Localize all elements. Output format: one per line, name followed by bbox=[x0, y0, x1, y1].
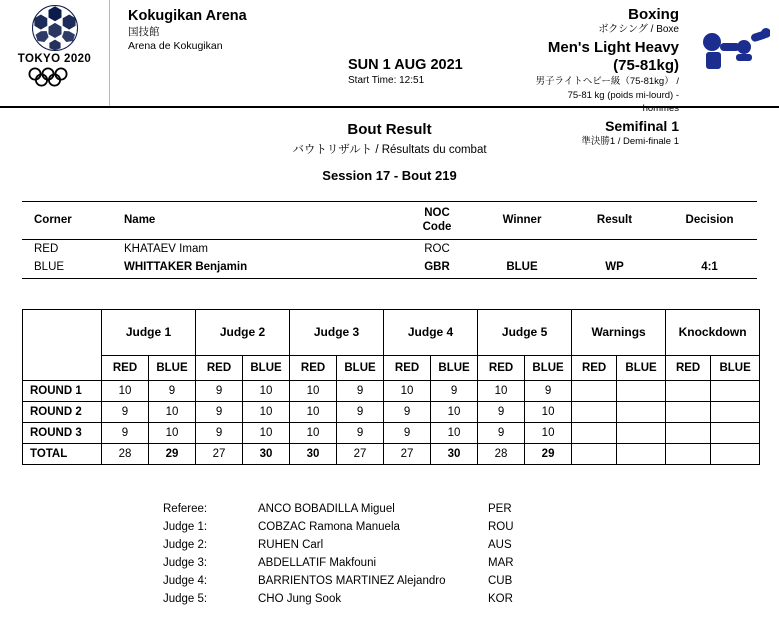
col-header-judge-5: Judge 5 bbox=[478, 309, 572, 355]
list-item bbox=[163, 572, 568, 590]
subcol-j5-blue: BLUE bbox=[525, 355, 572, 380]
cell-j4-blue: 10 bbox=[431, 401, 478, 422]
olympic-logo-box bbox=[0, 0, 110, 106]
row-athlete-name: KHATAEV Imam bbox=[124, 242, 208, 255]
subcol-j2-red: RED bbox=[196, 355, 243, 380]
col-header-corner: Corner bbox=[22, 201, 112, 239]
row-label: ROUND 1 bbox=[23, 380, 102, 401]
venue-block bbox=[110, 0, 330, 106]
cell-j5-red: 28 bbox=[478, 443, 525, 464]
subcol-j3-blue: BLUE bbox=[337, 355, 384, 380]
cell-warnings-blue bbox=[617, 380, 666, 401]
scorecard-section bbox=[22, 309, 757, 465]
subcol-j1-red: RED bbox=[102, 355, 149, 380]
phase-name: Semifinal 1 bbox=[605, 118, 679, 135]
cell-j3-blue: 9 bbox=[337, 422, 384, 443]
date-block bbox=[330, 0, 530, 106]
cell-j1-red: 9 bbox=[102, 401, 149, 422]
subcol-j1-blue: BLUE bbox=[149, 355, 196, 380]
col-header-decision: Decision bbox=[662, 201, 757, 239]
cell-warnings-blue bbox=[617, 422, 666, 443]
cell-knockdown-red bbox=[666, 443, 711, 464]
cell-j1-blue: 10 bbox=[149, 401, 196, 422]
cell-j3-red: 10 bbox=[290, 380, 337, 401]
cell-j5-blue: 29 bbox=[525, 443, 572, 464]
scorecard-table bbox=[22, 309, 760, 465]
cell-j5-red: 9 bbox=[478, 422, 525, 443]
event-name-translations: 男子ライトヘビー級（75-81kg） / 75-81 kg (poids mi-lourd) - hommes bbox=[535, 76, 679, 114]
table-row bbox=[23, 443, 760, 464]
cell-j5-red: 10 bbox=[478, 380, 525, 401]
official-role: Judge 1: bbox=[163, 520, 208, 533]
tokyo-2020-emblem-icon bbox=[31, 4, 79, 52]
subcol-knockdown-blue: BLUE bbox=[711, 355, 760, 380]
official-name: RUHEN Carl bbox=[258, 538, 324, 551]
cell-knockdown-red bbox=[666, 401, 711, 422]
start-time: Start Time: 12:51 bbox=[348, 74, 425, 86]
session-bout-label: Session 17 - Bout 219 bbox=[322, 167, 457, 183]
sport-block bbox=[530, 0, 687, 147]
official-role: Judge 4: bbox=[163, 574, 208, 587]
col-header-noc-line2: Code bbox=[422, 221, 452, 234]
officials-section bbox=[0, 500, 779, 608]
cell-knockdown-blue bbox=[711, 443, 760, 464]
phase-name-translations: 準決勝1 / Demi-finale 1 bbox=[581, 135, 679, 147]
col-header-noc bbox=[397, 201, 477, 239]
table-row bbox=[23, 380, 760, 401]
scorecard-round-spacer bbox=[23, 355, 102, 380]
cell-j1-blue: 10 bbox=[149, 422, 196, 443]
row-result: WP bbox=[567, 258, 662, 279]
boxing-pictogram-icon bbox=[687, 0, 779, 106]
cell-warnings-blue bbox=[617, 401, 666, 422]
cell-j4-red: 9 bbox=[384, 422, 431, 443]
col-header-winner: Winner bbox=[477, 201, 567, 239]
row-decision bbox=[662, 239, 757, 258]
sport-name: Boxing bbox=[628, 6, 679, 23]
subcol-j4-blue: BLUE bbox=[431, 355, 478, 380]
cell-knockdown-blue bbox=[711, 401, 760, 422]
subcol-j3-red: RED bbox=[290, 355, 337, 380]
cell-warnings-blue bbox=[617, 443, 666, 464]
cell-j2-blue: 10 bbox=[243, 380, 290, 401]
official-role: Judge 2: bbox=[163, 538, 208, 551]
list-item bbox=[163, 518, 568, 536]
subcol-warnings-red: RED bbox=[572, 355, 617, 380]
row-corner: BLUE bbox=[22, 258, 112, 279]
row-decision: 4:1 bbox=[662, 258, 757, 279]
row-label: ROUND 2 bbox=[23, 401, 102, 422]
table-row bbox=[23, 422, 760, 443]
list-item bbox=[163, 590, 568, 608]
official-name: COBZAC Ramona Manuela bbox=[258, 520, 400, 533]
venue-name-jp: 国技館 bbox=[128, 25, 160, 38]
official-noc: ROU bbox=[488, 520, 514, 533]
cell-j3-blue: 9 bbox=[337, 380, 384, 401]
col-header-knockdown: Knockdown bbox=[666, 309, 760, 355]
sport-name-translations: ボクシング / Boxe bbox=[598, 24, 679, 36]
cell-knockdown-blue bbox=[711, 380, 760, 401]
cell-j1-blue: 9 bbox=[149, 380, 196, 401]
official-noc: MAR bbox=[488, 556, 514, 569]
cell-j4-blue: 9 bbox=[431, 380, 478, 401]
subcol-knockdown-red: RED bbox=[666, 355, 711, 380]
col-header-judge-3: Judge 3 bbox=[290, 309, 384, 355]
venue-name: Kokugikan Arena bbox=[128, 8, 247, 24]
col-header-judge-1: Judge 1 bbox=[102, 309, 196, 355]
table-row bbox=[23, 401, 760, 422]
cell-j4-red: 9 bbox=[384, 401, 431, 422]
official-role: Referee: bbox=[163, 502, 208, 515]
officials-table bbox=[163, 500, 568, 608]
cell-j2-red: 9 bbox=[196, 380, 243, 401]
cell-j2-red: 9 bbox=[196, 422, 243, 443]
scorecard-corner-spacer bbox=[23, 309, 102, 355]
official-name: ANCO BOBADILLA Miguel bbox=[258, 502, 395, 515]
cell-j3-blue: 27 bbox=[337, 443, 384, 464]
cell-j3-red: 10 bbox=[290, 401, 337, 422]
cell-j3-red: 30 bbox=[290, 443, 337, 464]
cell-j1-red: 10 bbox=[102, 380, 149, 401]
row-winner: BLUE bbox=[477, 258, 567, 279]
competition-date: SUN 1 AUG 2021 bbox=[348, 57, 463, 73]
list-item bbox=[163, 554, 568, 572]
list-item bbox=[163, 500, 568, 518]
cell-j5-blue: 10 bbox=[525, 401, 572, 422]
cell-j2-red: 9 bbox=[196, 401, 243, 422]
venue-name-fr: Arena de Kokugikan bbox=[128, 39, 223, 52]
cell-j1-red: 9 bbox=[102, 422, 149, 443]
cell-j2-blue: 30 bbox=[243, 443, 290, 464]
official-role: Judge 5: bbox=[163, 592, 208, 605]
official-noc: CUB bbox=[488, 574, 513, 587]
cell-warnings-red bbox=[572, 422, 617, 443]
cell-warnings-red bbox=[572, 380, 617, 401]
olympic-rings-icon bbox=[24, 67, 86, 92]
page-title-translations: バウトリザルト / Résultats du combat bbox=[292, 143, 487, 156]
official-name: CHO Jung Sook bbox=[258, 592, 342, 605]
cell-j2-red: 27 bbox=[196, 443, 243, 464]
row-noc: ROC bbox=[424, 242, 450, 255]
col-header-name: Name bbox=[112, 201, 397, 239]
col-header-result: Result bbox=[567, 201, 662, 239]
cell-knockdown-red bbox=[666, 422, 711, 443]
cell-warnings-red bbox=[572, 443, 617, 464]
row-athlete-name: WHITTAKER Benjamin bbox=[112, 258, 397, 279]
cell-j1-blue: 29 bbox=[149, 443, 196, 464]
scorecard-header-row bbox=[23, 309, 760, 355]
result-table bbox=[22, 201, 757, 279]
table-row bbox=[22, 239, 757, 258]
page-title: Bout Result bbox=[347, 121, 432, 138]
cell-j4-blue: 30 bbox=[431, 443, 478, 464]
official-noc: AUS bbox=[488, 538, 512, 551]
cell-j4-red: 10 bbox=[384, 380, 431, 401]
official-name: BARRIENTOS MARTINEZ Alejandro bbox=[258, 574, 446, 587]
scorecard-subheader-row bbox=[23, 355, 760, 380]
cell-j5-red: 9 bbox=[478, 401, 525, 422]
event-name: Men's Light Heavy (75-81kg) bbox=[547, 39, 679, 75]
cell-warnings-red bbox=[572, 401, 617, 422]
row-noc: GBR bbox=[397, 258, 477, 279]
row-winner bbox=[477, 239, 567, 258]
row-corner: RED bbox=[34, 242, 59, 255]
col-header-judge-4: Judge 4 bbox=[384, 309, 478, 355]
cell-j2-blue: 10 bbox=[243, 401, 290, 422]
cell-j4-blue: 10 bbox=[431, 422, 478, 443]
subcol-j4-red: RED bbox=[384, 355, 431, 380]
cell-j4-red: 27 bbox=[384, 443, 431, 464]
cell-j5-blue: 10 bbox=[525, 422, 572, 443]
official-name: ABDELLATIF Makfouni bbox=[258, 556, 377, 569]
row-label: TOTAL bbox=[23, 443, 102, 464]
row-label: ROUND 3 bbox=[23, 422, 102, 443]
cell-knockdown-red bbox=[666, 380, 711, 401]
col-header-noc-line1: NOC bbox=[424, 206, 450, 219]
cell-j5-blue: 9 bbox=[525, 380, 572, 401]
cell-knockdown-blue bbox=[711, 422, 760, 443]
cell-j3-red: 10 bbox=[290, 422, 337, 443]
cell-j3-blue: 9 bbox=[337, 401, 384, 422]
official-noc: KOR bbox=[488, 592, 513, 605]
cell-j1-red: 28 bbox=[102, 443, 149, 464]
row-result bbox=[567, 239, 662, 258]
subcol-warnings-blue: BLUE bbox=[617, 355, 666, 380]
col-header-warnings: Warnings bbox=[572, 309, 666, 355]
subcol-j2-blue: BLUE bbox=[243, 355, 290, 380]
cell-j2-blue: 10 bbox=[243, 422, 290, 443]
table-row bbox=[22, 258, 757, 279]
list-item bbox=[163, 536, 568, 554]
result-table-header-row bbox=[22, 201, 757, 239]
tokyo-2020-wordmark: TOKYO 2020 bbox=[17, 53, 92, 65]
official-role: Judge 3: bbox=[163, 556, 208, 569]
official-noc: PER bbox=[488, 502, 512, 515]
subcol-j5-red: RED bbox=[478, 355, 525, 380]
col-header-judge-2: Judge 2 bbox=[196, 309, 290, 355]
